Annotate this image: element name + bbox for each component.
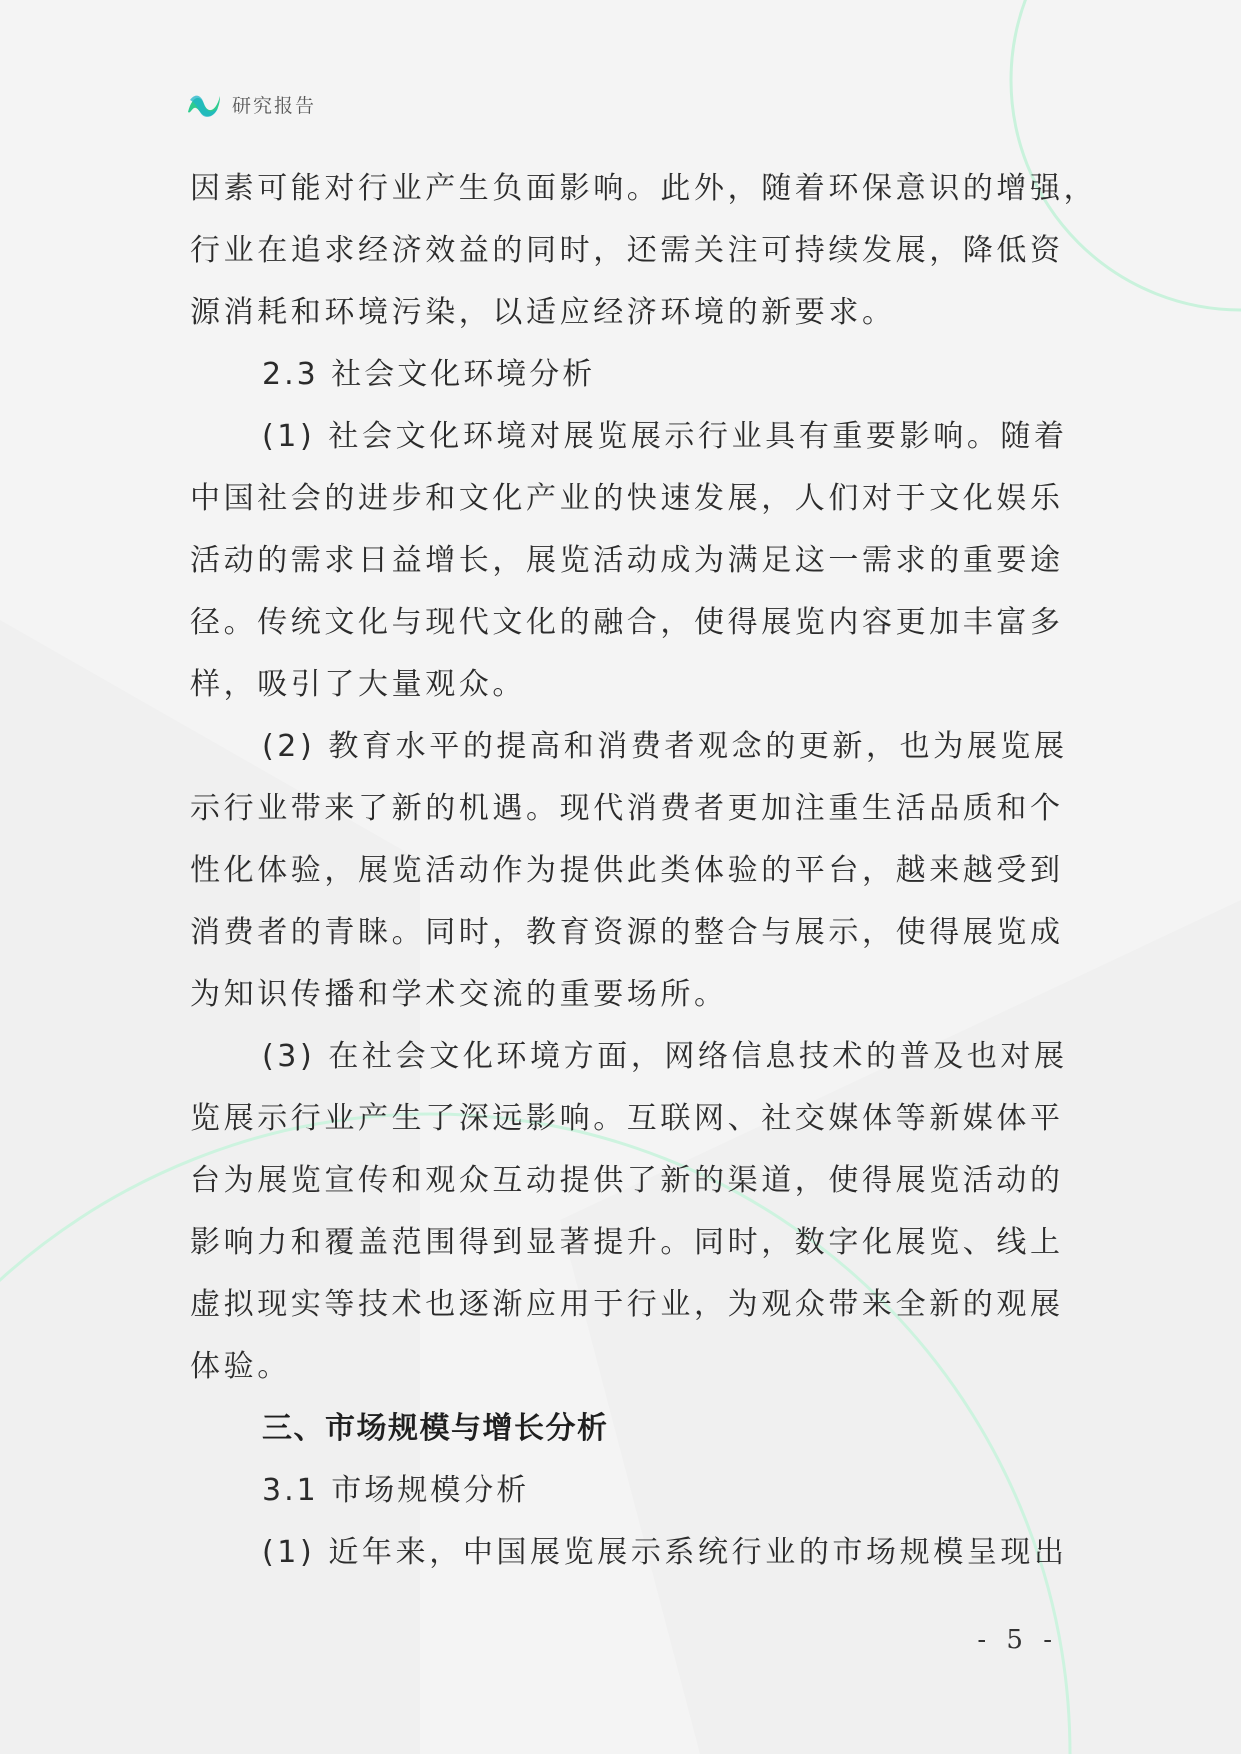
text-line: 性化体验，展览活动作为提供此类体验的平台，越来越受到 xyxy=(190,853,1064,888)
chapter-heading-3: 三、市场规模与增长分析 xyxy=(262,1411,609,1446)
text-line: 行业在追求经济效益的同时，还需关注可持续发展，降低资 xyxy=(190,233,1064,268)
text-line: 因素可能对行业产生负面影响。此外，随着环保意识的增强， xyxy=(190,171,1098,206)
page-number: - 5 - xyxy=(977,1625,1058,1655)
text-line: 消费者的青睐。同时，教育资源的整合与展示，使得展览成 xyxy=(190,915,1064,950)
text-line: 活动的需求日益增长，展览活动成为满足这一需求的重要途 xyxy=(190,543,1064,578)
document-body xyxy=(190,158,1098,1584)
text-line: 台为展览宣传和观众互动提供了新的渠道，使得展览活动的 xyxy=(190,1163,1064,1198)
header-label: 研究报告 xyxy=(232,94,317,117)
text-line: 影响力和覆盖范围得到显著提升。同时，数字化展览、线上 xyxy=(190,1225,1064,1260)
paragraph-start-4: (1) 近年来，中国展览展示系统行业的市场规模呈现出 xyxy=(262,1535,1068,1570)
text-line: 源消耗和环境污染，以适应经济环境的新要求。 xyxy=(190,295,896,330)
section-heading-2-3: 2.3 社会文化环境分析 xyxy=(262,357,596,392)
paragraph-start-2: (2) 教育水平的提高和消费者观念的更新，也为展览展 xyxy=(262,729,1068,764)
text-line: 体验。 xyxy=(190,1349,291,1384)
text-line: 示行业带来了新的机遇。现代消费者更加注重生活品质和个 xyxy=(190,791,1064,826)
text-line: 样，吸引了大量观众。 xyxy=(190,667,526,702)
text-line: 径。传统文化与现代文化的融合，使得展览内容更加丰富多 xyxy=(190,605,1064,640)
paragraph-start-3: (3) 在社会文化环境方面，网络信息技术的普及也对展 xyxy=(262,1039,1068,1074)
report-logo-icon xyxy=(186,88,222,120)
text-line: 虚拟现实等技术也逐渐应用于行业，为观众带来全新的观展 xyxy=(190,1287,1064,1322)
text-line: 中国社会的进步和文化产业的快速发展，人们对于文化娱乐 xyxy=(190,481,1064,516)
report-header xyxy=(186,88,316,120)
section-heading-3-1: 3.1 市场规模分析 xyxy=(262,1473,530,1508)
text-line: 览展示行业产生了深远影响。互联网、社交媒体等新媒体平 xyxy=(190,1101,1064,1136)
paragraph-start-1: (1) 社会文化环境对展览展示行业具有重要影响。随着 xyxy=(262,419,1068,454)
text-line: 为知识传播和学术交流的重要场所。 xyxy=(190,977,728,1012)
